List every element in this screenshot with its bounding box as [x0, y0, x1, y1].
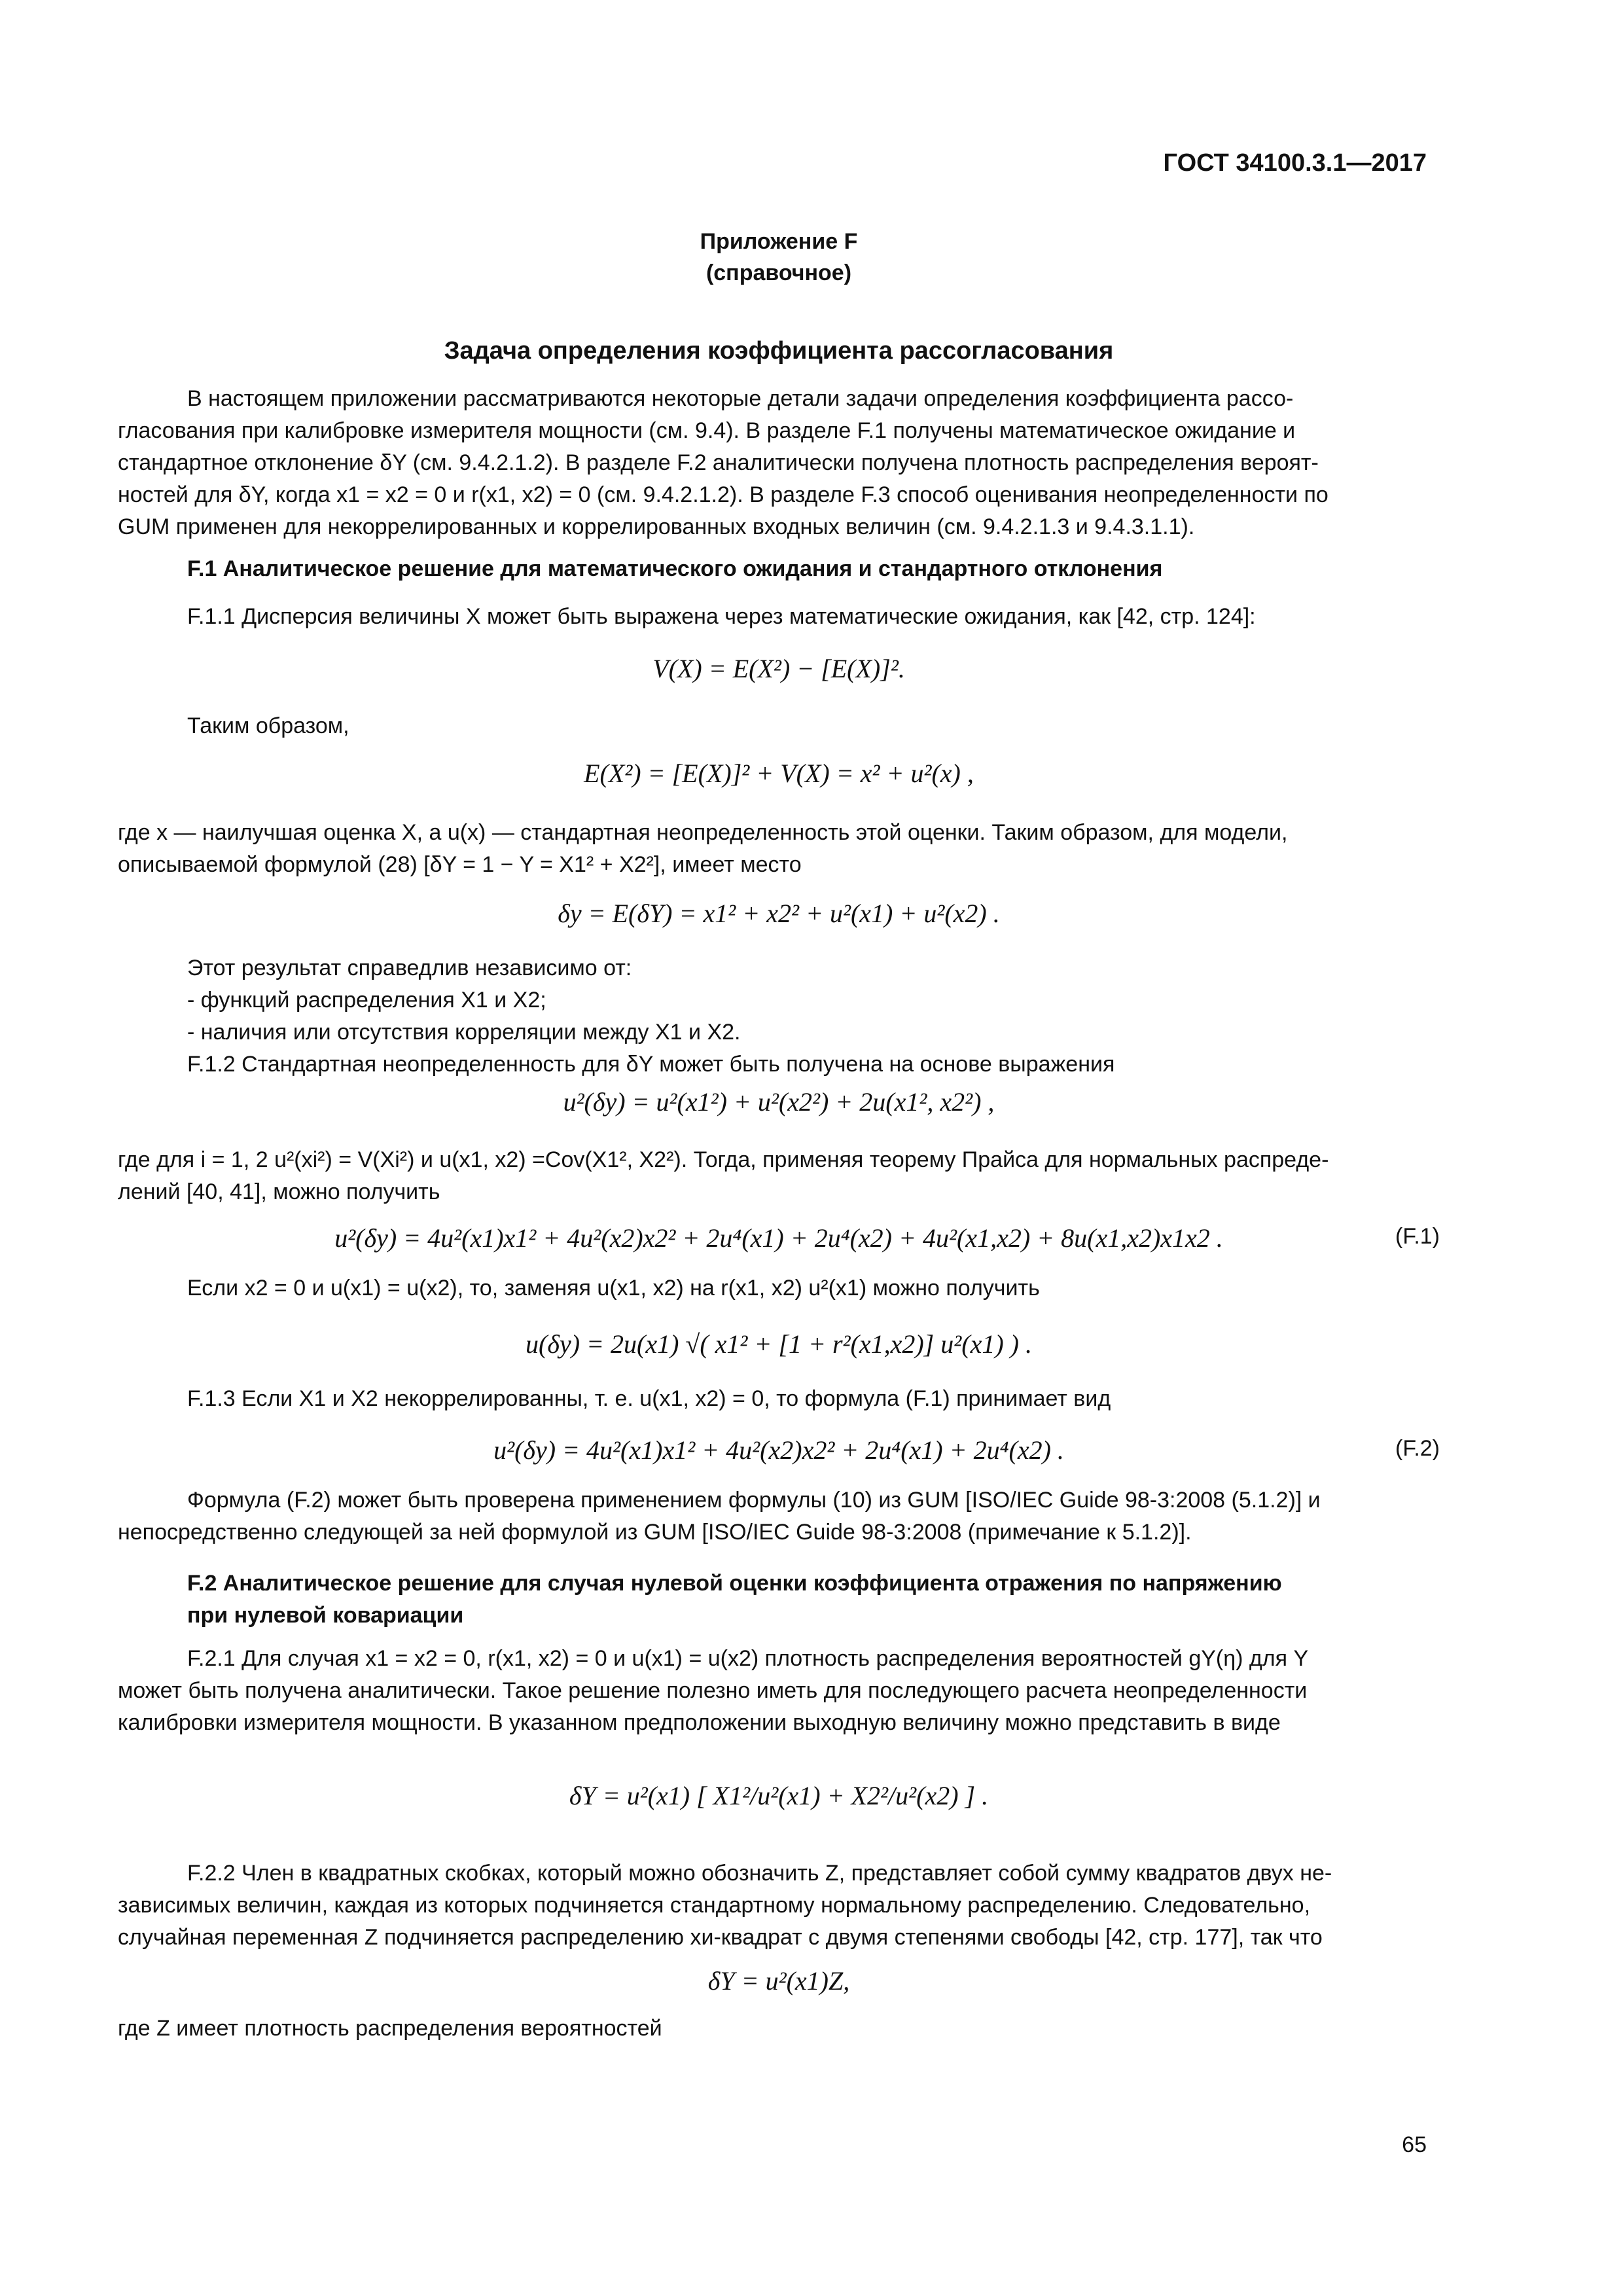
text-line: может быть получена аналитически. Такое решение полезно иметь для последующего расчета неопределенности — [118, 1678, 1308, 1703]
paragraph-price-theorem — [118, 1144, 1440, 1208]
text-line: - наличия или отсутствия корреляции между X1 и X2. — [187, 1020, 741, 1045]
paragraph-density: где Z имеет плотность распределения вероятностей — [118, 2016, 662, 2041]
intro-paragraph — [118, 383, 1440, 543]
text-line: В настоящем приложении рассматриваются некоторые детали задачи определения коэффициента рассо- — [187, 386, 1294, 411]
section-f1-heading: F.1 Аналитическое решение для математического ожидания и стандартного отклонения — [187, 556, 1163, 581]
paragraph-f2-1 — [118, 1643, 1440, 1739]
formula-expectation: E(X²) = [E(X)]² + V(X) = x² + u²(x) , — [584, 759, 974, 788]
formula-f2-label: (F.2) — [1395, 1436, 1440, 1461]
paragraph-independence — [118, 952, 1440, 1081]
section-f2-heading — [187, 1568, 1440, 1632]
formula-u2: u²(δy) = u²(x1²) + u²(x2²) + 2u(x1², x2²) , — [563, 1087, 995, 1117]
text-line: F.2.1 Для случая x1 = x2 = 0, r(x1, x2) = 0 и u(x1) = u(x2) плотность распределения вероятностей gY(η) для Y — [187, 1646, 1309, 1671]
text-line: гласования при калибровке измерителя мощности (см. 9.4). В разделе F.1 получены математическое ожидание и — [118, 418, 1296, 443]
heading-line: F.2 Аналитическое решение для случая нулевой оценки коэффициента отражения по напряжению — [187, 1571, 1282, 1596]
text-line: лений [40, 41], можно получить — [118, 1179, 440, 1204]
text-line: ностей для δY, когда x1 = x2 = 0 и r(x1, x2) = 0 (см. 9.4.2.1.2). В разделе F.3 способ оценивания неопределенности по — [118, 482, 1329, 507]
formula-f1-label: (F.1) — [1395, 1224, 1440, 1249]
heading-line: при нулевой ковариации — [187, 1603, 464, 1628]
text-line: где для i = 1, 2 u²(xi²) = V(Xi²) и u(x1, x2) =Cov(X1², X2²). Тогда, применяя теорему Прайса для нормальных распреде- — [118, 1147, 1329, 1172]
text-line: калибровки измерителя мощности. В указанном предположении выходную величину можно представить в виде — [118, 1710, 1281, 1735]
paragraph-f2-2 — [118, 1857, 1440, 1954]
formula-f1: u²(δy) = 4u²(x1)x1² + 4u²(x2)x2² + 2u⁴(x1) + 2u⁴(x2) + 4u²(x1,x2) + 8u(x1,x2)x1x2 . — [334, 1223, 1223, 1253]
annex-subtitle: (справочное) — [705, 260, 852, 285]
text-line: стандартное отклонение δY (см. 9.4.2.1.2). В разделе F.2 аналитически получена плотность распределения вероят- — [118, 450, 1319, 475]
text-line: Формула (F.2) может быть проверена применением формулы (10) из GUM [ISO/IEC Guide 98-3:2008 (5.1.2)] и — [187, 1488, 1321, 1513]
paragraph-substitution: Если x2 = 0 и u(x1) = u(x2), то, заменяя u(x1, x2) на r(x1, x2) u²(x1) можно получить — [187, 1276, 1040, 1300]
formula-sqrt: u(δy) = 2u(x1) √( x1² + [1 + r²(x1,x2)] u²(x1) ) . — [526, 1329, 1032, 1359]
text-line: непосредственно следующей за ней формулой из GUM [ISO/IEC Guide 98-3:2008 (примечание к 5.1.2)]. — [118, 1520, 1192, 1545]
text-line: - функций распределения X1 и X2; — [187, 988, 546, 1013]
formula-f2: u²(δy) = 4u²(x1)x1² + 4u²(x2)x2² + 2u⁴(x1) + 2u⁴(x2) . — [493, 1435, 1064, 1465]
formula-dYZ: δY = u²(x1)Z, — [707, 1966, 850, 1996]
text-line: зависимых величин, каждая из которых подчиняется стандартному нормальному распределению. Следовательно, — [118, 1893, 1311, 1918]
paragraph-f1-1: F.1.1 Дисперсия величины X может быть выражена через математические ожидания, как [42, стр. 124]: — [187, 604, 1256, 629]
text-line: где x — наилучшая оценка X, а u(x) — стандартная неопределенность этой оценки. Таким образом, для модели, — [118, 820, 1288, 845]
text-line: GUM применен для некоррелированных и коррелированных входных величин (см. 9.4.2.1.3 и 9.4.3.1.1). — [118, 514, 1195, 539]
text-line: F.1.2 Стандартная неопределенность для δY может быть получена на основе выражения — [187, 1052, 1115, 1077]
paragraph-best-estimate — [118, 817, 1440, 881]
formula-dY: δY = u²(x1) [ X1²/u²(x1) + X2²/u²(x2) ] . — [569, 1781, 989, 1810]
text-line: случайная переменная Z подчиняется распределению хи-квадрат с двумя степенями свободы [42, стр. 177], так что — [118, 1925, 1323, 1950]
text-line: описываемой формулой (28) [δY = 1 − Y = X1² + X2²], имеет место — [118, 852, 802, 877]
paragraph-thus: Таким образом, — [187, 713, 349, 738]
paragraph-f1-3: F.1.3 Если X1 и X2 некоррелированны, т. е. u(x1, x2) = 0, то формула (F.1) принимает вид — [187, 1386, 1111, 1411]
main-heading: Задача определения коэффициента рассогласования — [444, 337, 1114, 365]
annex-title: Приложение F — [700, 229, 858, 254]
page-number: 65 — [1402, 2132, 1427, 2157]
text-line: F.2.2 Член в квадратных скобках, который можно обозначить Z, представляет собой сумму квадратов двух не- — [187, 1861, 1332, 1886]
formula-dy: δy = E(δY) = x1² + x2² + u²(x1) + u²(x2) . — [558, 899, 1000, 928]
text-line: Этот результат справедлив независимо от: — [187, 956, 632, 980]
formula-variance: V(X) = E(X²) − [E(X)]². — [652, 654, 905, 683]
paragraph-verification — [118, 1484, 1440, 1549]
standard-code: ГОСТ 34100.3.1—2017 — [1163, 149, 1427, 177]
